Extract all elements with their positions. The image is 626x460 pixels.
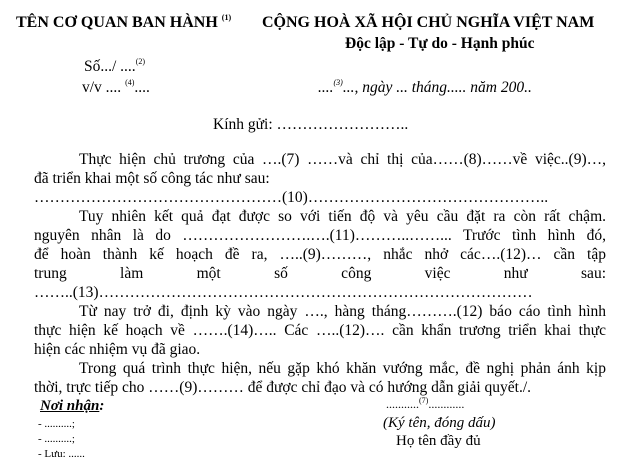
paragraph-4-line-1: Trong quá trình thực hiện, nếu gặp khó khăn vướng mắc, đề nghị phản ánh kịp [79,360,606,377]
place-note: (3) [333,78,343,87]
document-subject: v/v .... $^{(4)}$.... [82,78,150,96]
signature-title: ...........$^{(7)}$............ [386,396,465,411]
paragraph-2-line-5: ……..(13)………………………………………………………………………… [34,284,533,301]
paragraph-1-line-3: …………………………………………(10)……………………………………….. [34,189,549,206]
paragraph-2-line-4: trung làm một số công việc như sau: [34,265,606,282]
paragraph-2-line-1: Tuy nhiên kết quả đạt được so với tiến độ và yêu cầu đặt ra còn rất chậm. [79,208,606,225]
recipients-title: Nơi nhận: [40,398,105,414]
paragraph-3-line-2: thực hiện kế hoạch về …….(14)….. Các …..(12)…. cần khẩn trương triển khai thực [34,322,606,339]
number-note: (2) [135,57,146,66]
paragraph-4-line-2: thời, trực tiếp cho ……(9)……… để được chỉ đạo và có hướng dẫn giải quyết./. [34,379,532,396]
signer-name: Họ tên đầy đủ [396,433,481,449]
paragraph-2-line-2: nguyên nhân là do …………………….….(11)………..……... Trước tình hình đó, [34,227,606,244]
paragraph-2-line-3: để hoàn thành kế hoạch đề ra, …..(9)………, nhắc nhở các….(12)… cần tập [34,246,606,263]
paragraph-3-line-3: hiện các nhiệm vụ đã giao. [34,341,201,358]
signature-note: (7) [419,396,429,405]
paragraph-3-line-1: Từ nay trở đi, định kỳ vào ngày …., hàng tháng……….(12) báo cáo tình hình [79,303,606,320]
agency-name: TÊN CƠ QUAN BAN HÀNH $^{(1)}$ [16,13,232,31]
salutation: Kính gửi: …………………….. [213,116,409,133]
paragraph-1-line-2: đã triển khai một số công tác như sau: [34,170,270,187]
motto: Độc lập - Tự do - Hạnh phúc [345,35,535,52]
subject-note: (4) [125,78,135,87]
agency-note: (1) [221,13,232,22]
paragraph-1-line-1: Thực hiện chủ trương của ….(7) ……và chỉ thị của……(8)……về việc..(9)…, [79,151,606,168]
recipient-item: - Lưu: ...... [38,448,85,460]
nation-title: CỘNG HOÀ XÃ HỘI CHỦ NGHĨA VIỆT NAM [262,14,595,31]
document-number: Số.../ ....$^{(2)}$ [84,57,146,75]
recipient-item: - ..........; [38,433,75,445]
place-date: ....$^{(3)}$..., ngày ... tháng..... năm 200.. [318,78,532,96]
signature-instruction: (Ký tên, đóng dấu) [383,415,496,431]
recipient-item: - ..........; [38,418,75,430]
